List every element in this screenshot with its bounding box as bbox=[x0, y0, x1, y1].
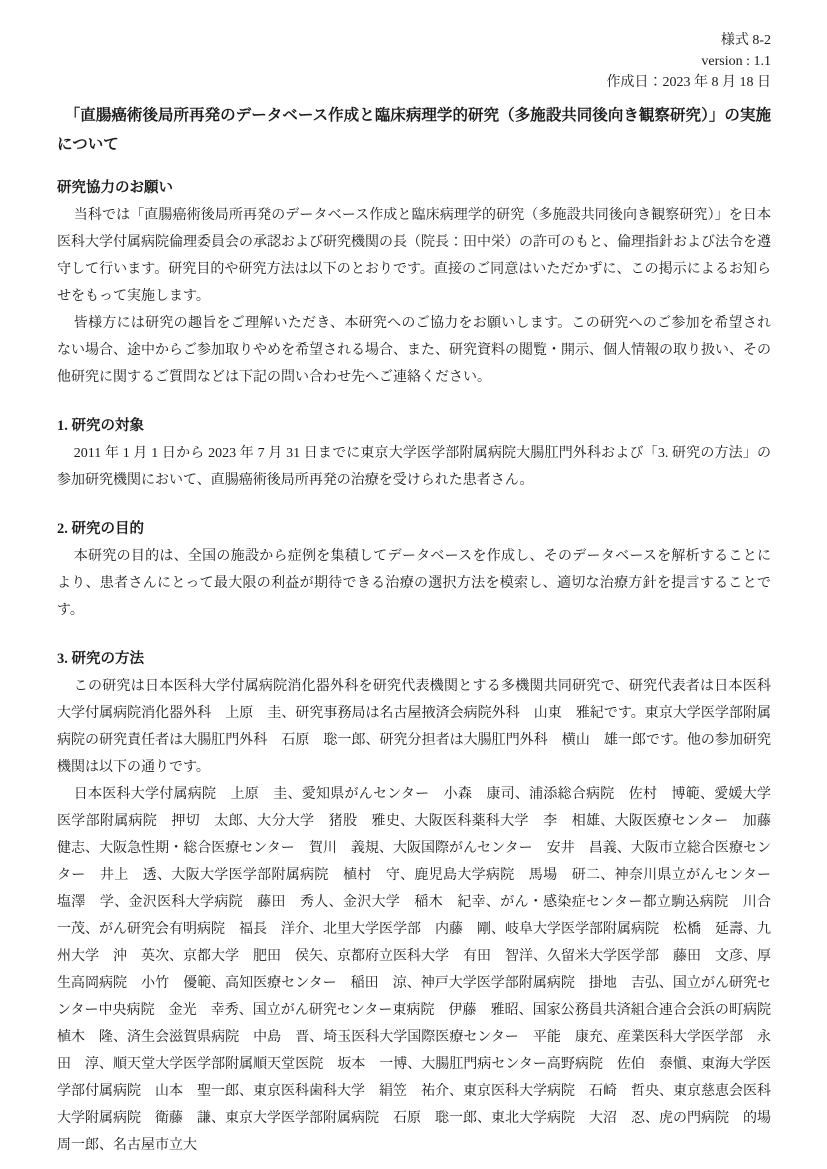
cooperation-paragraph-1: 当科では「直腸癌術後局所再発のデータベース作成と臨床病理学的研究（多施設共同後向き観察研究）」を日本医科大学付属病院倫理委員会の承認および研究機関の長（院長：田中栄）の許可のもと、倫理指針および法令を遵守して行います。研究目的や研究方法は以下のとおりです。直接のご同意はいただかずに、この掲示によるお知らせをもって実施します。 bbox=[57, 208, 771, 304]
section-3-body: この研究は日本医科大学付属病院消化器外科を研究代表機関とする多機関共同研究で、研究代表者は日本医科大学付属病院消化器外科 上原 圭、研究事務局は名古屋掖済会病院外科 山東 雅紀です。東京大学医学部附属病院の研究責任者は大腸肛門外科 石原 聡一郎、研究分担者は大腸肛門外科 横山 雄一郎です。他の参加研究機関は以下の通りです。 bbox=[57, 679, 771, 775]
participating-institutions-list: 日本医科大学付属病院 上原 圭、愛知県がんセンター 小森 康司、浦添総合病院 佐村 博範、愛媛大学医学部附属病院 押切 太郎、大分大学 猪股 雅史、大阪医科薬科大学 李 相雄、大阪医療センター 加藤 健志、大阪急性期・総合医療センター 賀川 義規、大阪国際がんセンター 安井 昌義、大阪市立総合医療センター 井上 透、大阪大学医学部附属病院 植村 守、鹿児島大学病院 馬場 研二、神奈川県立がんセンター 塩澤 学、金沢医科大学病院 藤田 秀人、金沢大学 稲木 紀幸、がん・感染症センター都立駒込病院 川合 一茂、がん研究会有明病院 福長 洋介、北里大学医学部 内藤 剛、岐阜大学医学部附属病院 松橋 延壽、九州大学 沖 英次、京都大学 肥田 侯矢、京都府立医科大学 有田 智洋、久留米大学医学部 藤田 文彦、厚生高岡病院 小竹 優範、高知医療センター 稲田 涼、神戸大学医学部附属病院 掛地 吉弘、国立がん研究センター中央病院 金光 幸秀、国立がん研究センター東病院 伊藤 雅昭、国家公務員共済組合連合会浜の町病院 植木 隆、済生会滋賀県病院 中島 晋、埼玉医科大学国際医療センター 平能 康充、産業医科大学医学部 永田 淳、順天堂大学医学部附属順天堂医院 坂本 一博、大腸肛門病センター高野病院 佐伯 泰愼、東海大学医学部付属病院 山本 聖一郎、東京医科歯科大学 絹笠 祐介、東京医科大学病院 石崎 哲央、東京慈恵会医科大学附属病院 衛藤 謙、東京大学医学部附属病院 石原 聡一郎、東北大学病院 大沼 忍、虎の門病院 的場 周一郎、名古屋市立大 bbox=[57, 787, 785, 1153]
created-date: 作成日：2023 年 8 月 18 日 bbox=[606, 75, 771, 90]
section-2-body: 本研究の目的は、全国の施設から症例を集積してデータベースを作成し、そのデータベースを解析することにより、患者さんにとって最大限の利益が期待できる治療の選択方法を模索し、適切な治療方針を提言することです。 bbox=[57, 549, 771, 618]
section-1-heading-study-subjects: 1. 研究の対象 bbox=[57, 418, 144, 434]
section-3-heading-study-methods: 3. 研究の方法 bbox=[57, 651, 144, 667]
document-title: 「直腸癌術後局所再発のデータベース作成と臨床病理学的研究（多施設共同後向き観察研究）」の実施について bbox=[57, 107, 771, 153]
section-heading-cooperation-request: 研究協力のお願い bbox=[57, 180, 173, 196]
section-1-body: 2011 年 1 月 1 日から 2023 年 7 月 31 日までに東京大学医学部附属病院大腸肛門外科および「3. 研究の方法」の参加研究機関において、直腸癌術後局所再発の治療を受けられた患者さん。 bbox=[57, 446, 771, 488]
version-label: version : 1.1 bbox=[701, 54, 771, 69]
cooperation-paragraph-2: 皆様方には研究の趣旨をご理解いただき、本研究へのご協力をお願いします。この研究へのご参加を希望されない場合、途中からご参加取りやめを希望される場合、また、研究資料の閲覧・開示、個人情報の取り扱い、その他研究に関するご質問などは下記の問い合わせ先へご連絡ください。 bbox=[57, 316, 771, 385]
section-2-heading-study-purpose: 2. 研究の目的 bbox=[57, 521, 144, 537]
document-content bbox=[57, 30, 785, 1159]
form-code: 様式 8-2 bbox=[720, 33, 771, 48]
